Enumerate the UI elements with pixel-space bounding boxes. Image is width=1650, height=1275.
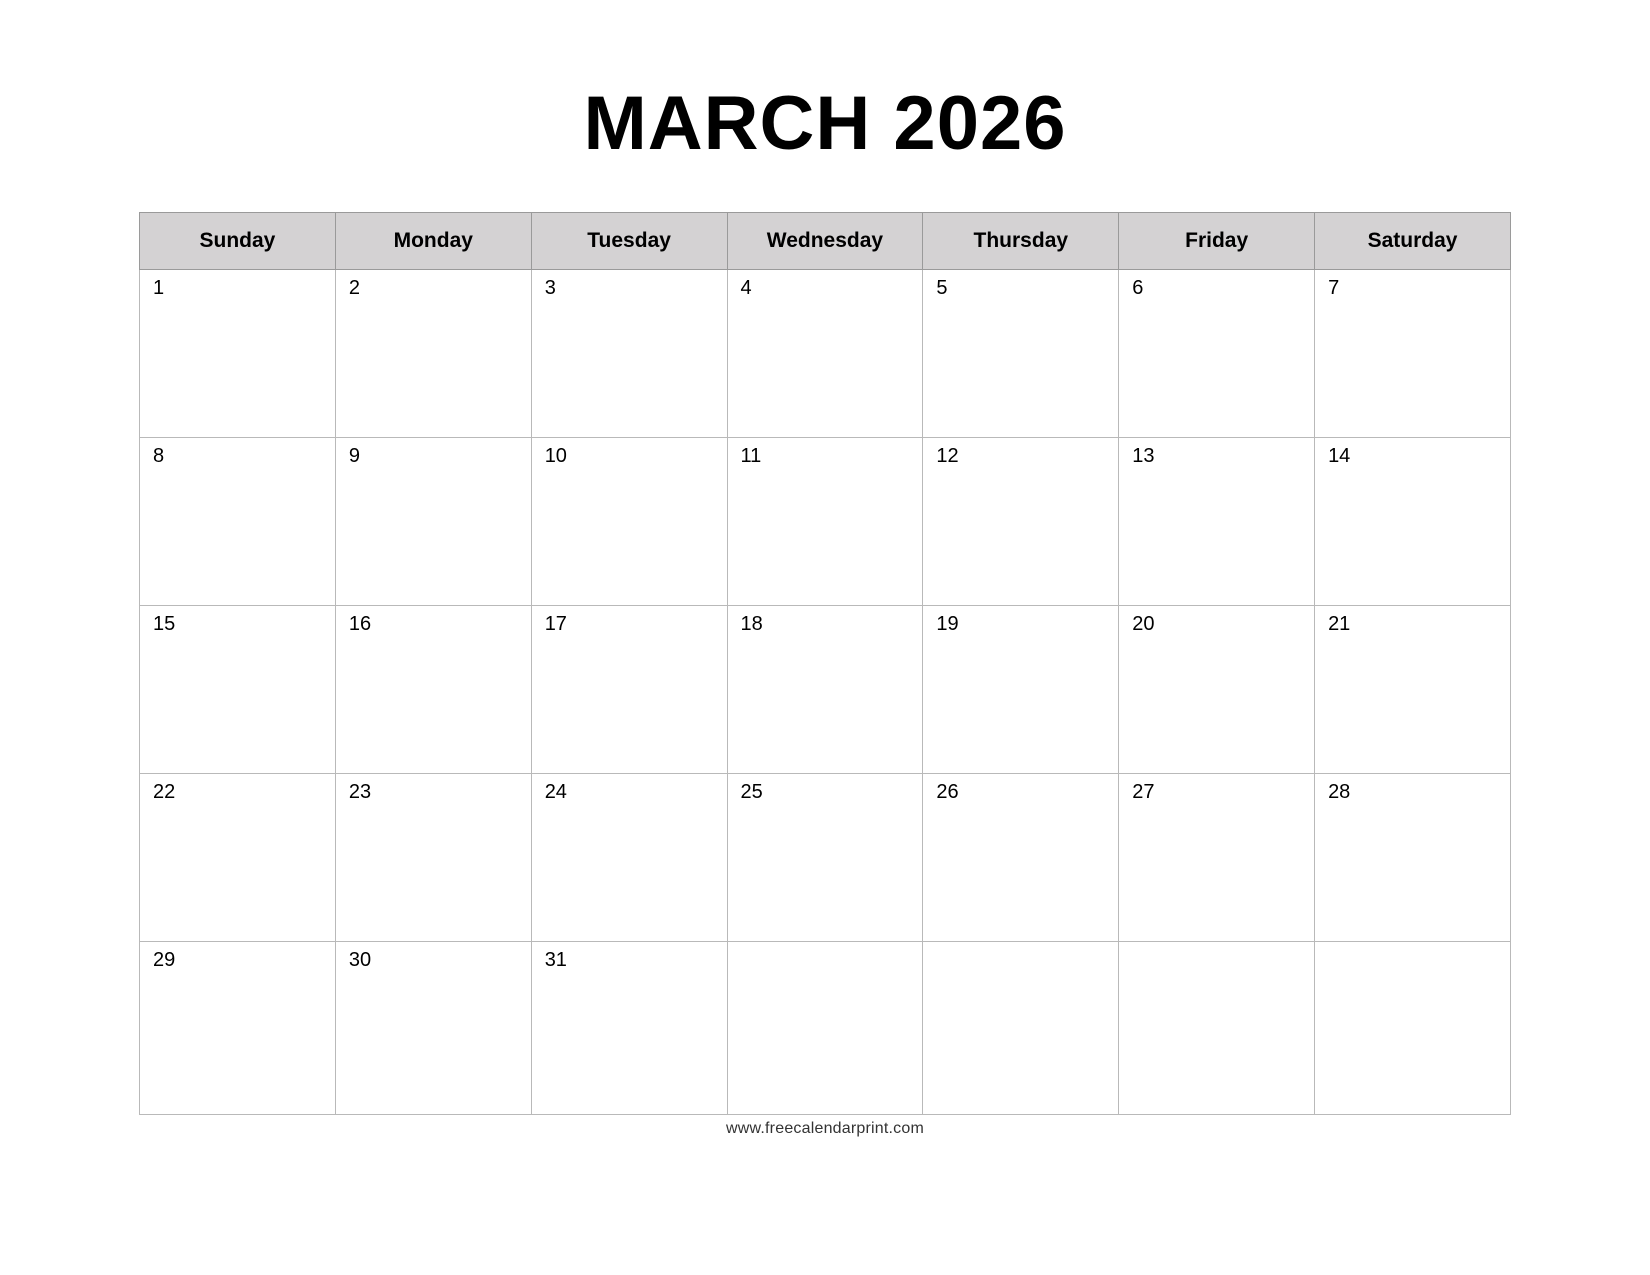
day-number: 12 xyxy=(936,445,959,467)
day-number: 23 xyxy=(348,781,372,803)
calendar-week-row xyxy=(140,942,1511,1115)
day-cell-empty[interactable] xyxy=(1315,942,1511,1115)
calendar-week-row xyxy=(140,774,1511,942)
day-cell-empty[interactable] xyxy=(727,942,923,1115)
day-number: 19 xyxy=(936,613,959,635)
day-cell[interactable] xyxy=(531,942,727,1115)
day-cell[interactable] xyxy=(923,438,1119,606)
weekday-header-friday: Friday xyxy=(1119,213,1315,270)
weekday-header-thursday: Thursday xyxy=(923,213,1119,270)
footer-website-url: www.freecalendarprint.com xyxy=(726,1120,924,1137)
day-number: 18 xyxy=(740,613,763,635)
day-number: 28 xyxy=(1328,781,1351,803)
page-title: MARCH 2026 xyxy=(583,81,1067,166)
day-cell[interactable] xyxy=(1315,774,1511,942)
day-number: 14 xyxy=(1328,445,1351,467)
day-number: 16 xyxy=(348,613,372,635)
day-cell[interactable] xyxy=(1315,606,1511,774)
day-cell[interactable] xyxy=(531,774,727,942)
weekday-header-tuesday: Tuesday xyxy=(531,213,727,270)
day-cell[interactable] xyxy=(923,606,1119,774)
weekday-header-monday: Monday xyxy=(335,213,531,270)
day-cell[interactable] xyxy=(727,606,923,774)
day-number: 30 xyxy=(348,949,372,971)
day-number: 4 xyxy=(740,277,752,299)
day-number: 10 xyxy=(544,445,567,467)
day-cell[interactable] xyxy=(140,270,336,438)
day-cell[interactable] xyxy=(1119,606,1315,774)
day-cell[interactable] xyxy=(727,774,923,942)
calendar-week-row xyxy=(140,606,1511,774)
day-number: 25 xyxy=(740,781,763,803)
day-number: 1 xyxy=(153,277,165,299)
weekday-header-saturday: Saturday xyxy=(1315,213,1511,270)
day-number: 15 xyxy=(153,613,176,635)
day-cell[interactable] xyxy=(335,438,531,606)
day-cell[interactable] xyxy=(335,942,531,1115)
day-cell[interactable] xyxy=(1119,438,1315,606)
day-number: 7 xyxy=(1328,277,1340,299)
day-number: 27 xyxy=(1132,781,1155,803)
day-number: 11 xyxy=(740,445,762,467)
day-number: 22 xyxy=(153,781,176,803)
calendar-body xyxy=(140,270,1511,1115)
weekday-header-wednesday: Wednesday xyxy=(727,213,923,270)
day-cell[interactable] xyxy=(923,774,1119,942)
day-number: 9 xyxy=(348,445,360,467)
day-cell[interactable] xyxy=(531,438,727,606)
day-cell[interactable] xyxy=(1315,270,1511,438)
calendar-header-row-group xyxy=(140,213,1511,270)
day-cell[interactable] xyxy=(1315,438,1511,606)
day-cell[interactable] xyxy=(335,270,531,438)
day-cell[interactable] xyxy=(140,438,336,606)
day-cell[interactable] xyxy=(335,774,531,942)
day-cell[interactable] xyxy=(923,270,1119,438)
day-number: 20 xyxy=(1132,613,1155,635)
day-cell[interactable] xyxy=(335,606,531,774)
day-cell[interactable] xyxy=(727,438,923,606)
day-cell[interactable] xyxy=(727,270,923,438)
weekday-header-row xyxy=(140,213,1511,270)
day-cell-empty[interactable] xyxy=(923,942,1119,1115)
day-cell-empty[interactable] xyxy=(1119,942,1315,1115)
weekday-header-sunday: Sunday xyxy=(140,213,336,270)
day-number: 2 xyxy=(348,277,360,299)
day-cell[interactable] xyxy=(140,774,336,942)
calendar-week-row xyxy=(140,270,1511,438)
day-cell[interactable] xyxy=(531,606,727,774)
day-number: 13 xyxy=(1132,445,1155,467)
day-cell[interactable] xyxy=(1119,270,1315,438)
month-calendar-table xyxy=(139,212,1511,1115)
day-cell[interactable] xyxy=(140,606,336,774)
calendar-week-row xyxy=(140,438,1511,606)
day-number: 8 xyxy=(153,445,165,467)
day-number: 31 xyxy=(544,949,567,971)
day-number: 3 xyxy=(544,277,556,299)
day-number: 17 xyxy=(544,613,567,635)
day-number: 21 xyxy=(1328,613,1351,635)
day-number: 26 xyxy=(936,781,959,803)
day-cell[interactable] xyxy=(1119,774,1315,942)
day-number: 5 xyxy=(936,277,948,299)
day-number: 24 xyxy=(544,781,567,803)
day-number: 29 xyxy=(153,949,176,971)
day-number: 6 xyxy=(1132,277,1144,299)
day-cell[interactable] xyxy=(140,942,336,1115)
day-cell[interactable] xyxy=(531,270,727,438)
